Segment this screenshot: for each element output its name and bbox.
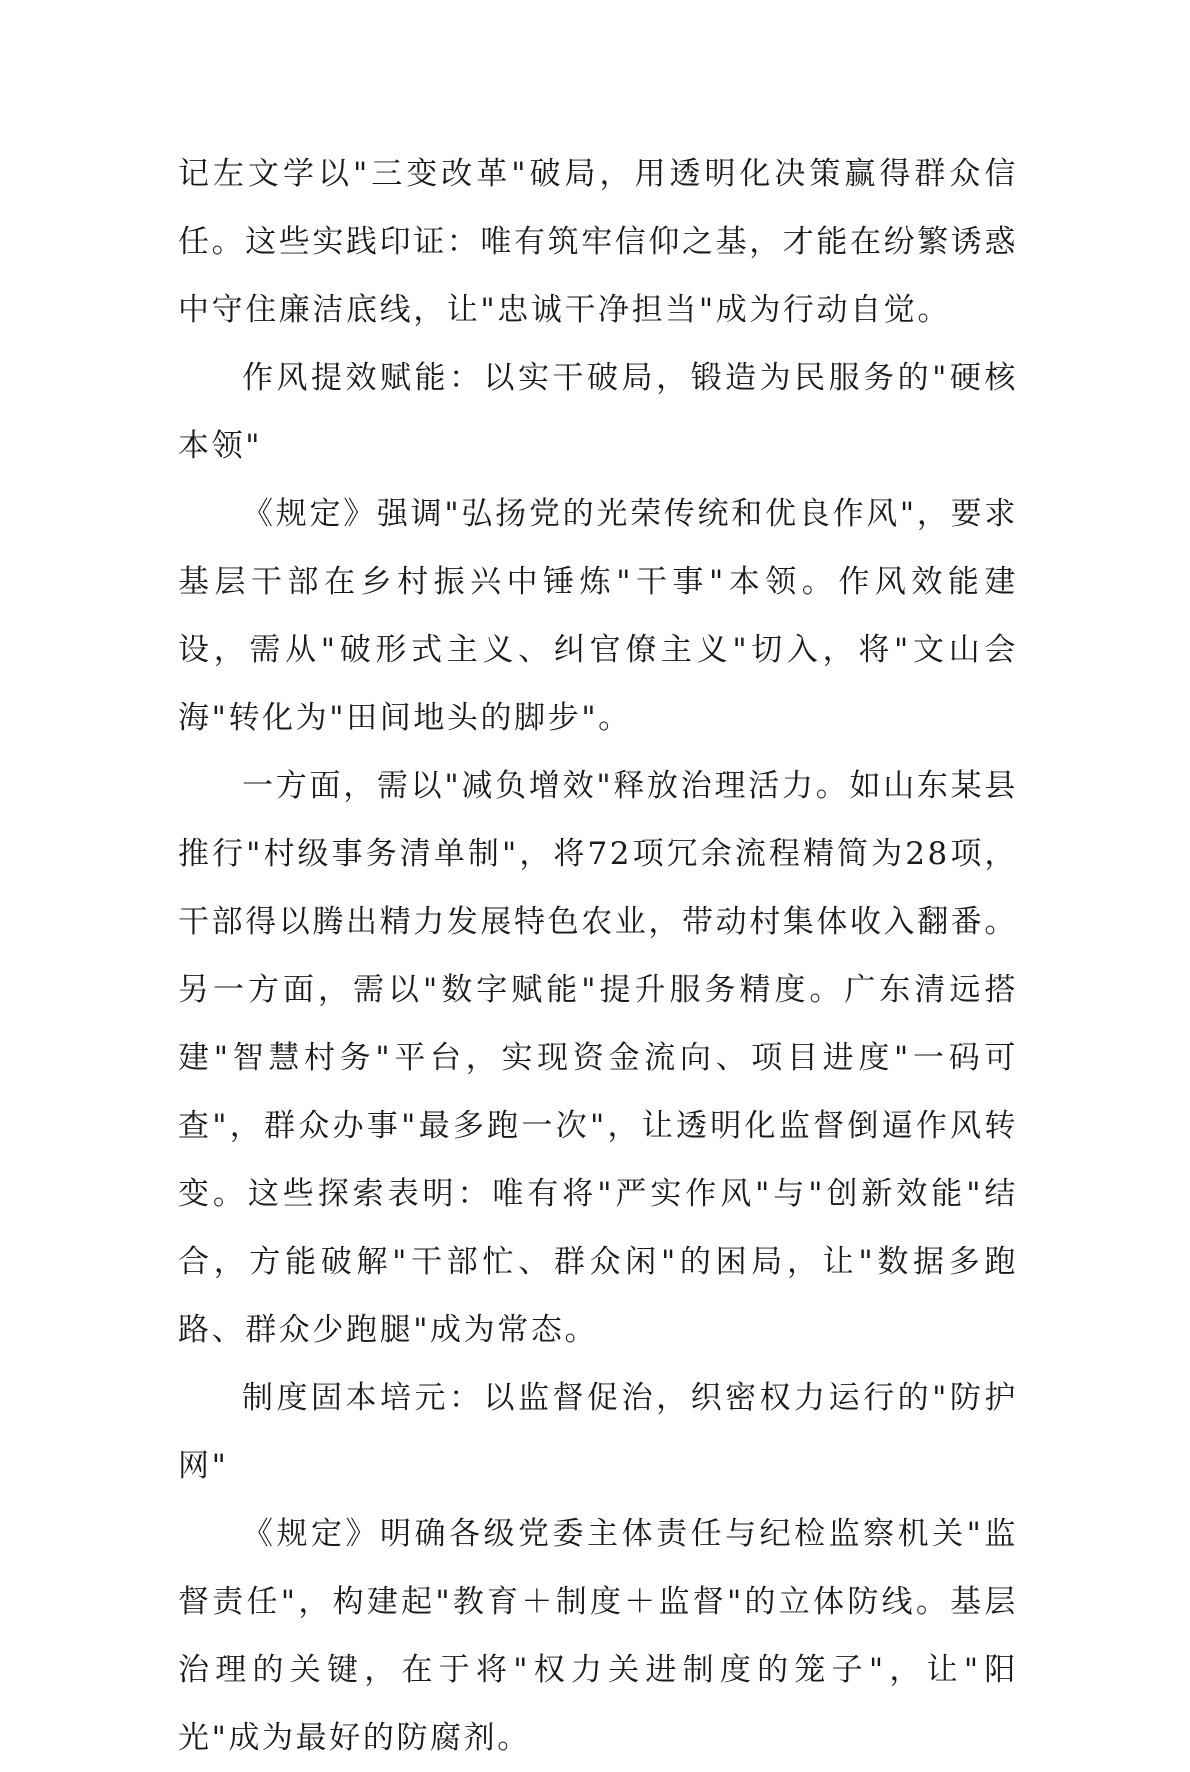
paragraph-regulation-style: 《规定》强调"弘扬党的光荣传统和优良作风"，要求基层干部在乡村振兴中锤炼"干事"本领。作风效能建设，需从"破形式主义、纠官僚主义"切入，将"文山会海"转化为"田间地头的脚步"。 — [178, 496, 1018, 736]
paragraph-supervision: 《规定》明确各级党委主体责任与纪检监察机关"监督责任"，构建起"教育＋制度＋监督"的立体防线。基层治理的关键，在于将"权力关进制度的笼子"，让"阳光"成为最好的防腐剂。 — [178, 1516, 1018, 1756]
paragraph-continuation: 记左文学以"三变改革"破局，用透明化决策赢得群众信任。这些实践印证：唯有筑牢信仰之基，才能在纷繁诱惑中守住廉洁底线，让"忠诚干净担当"成为行动自觉。 — [178, 156, 1018, 328]
paragraph-examples: 一方面，需以"减负增效"释放治理活力。如山东某县推行"村级事务清单制"，将72项冗余流程精简为28项，干部得以腾出精力发展特色农业，带动村集体收入翻番。另一方面，需以"数字赋能"提升服务精度。广东清远搭建"智慧村务"平台，实现资金流向、项目进度"一码可查"，群众办事"最多跑一次"，让透明化监督倒逼作风转变。这些探索表明：唯有将"严实作风"与"创新效能"结合，方能破解"干部忙、群众闲"的困局，让"数据多跑路、群众少跑腿"成为常态。 — [178, 768, 1018, 1348]
section-heading-institution: 制度固本培元：以监督促治，织密权力运行的"防护网" — [178, 1380, 1018, 1484]
section-heading-work-style: 作风提效赋能：以实干破局，锻造为民服务的"硬核本领" — [178, 360, 1018, 464]
document-body — [178, 140, 1018, 1772]
